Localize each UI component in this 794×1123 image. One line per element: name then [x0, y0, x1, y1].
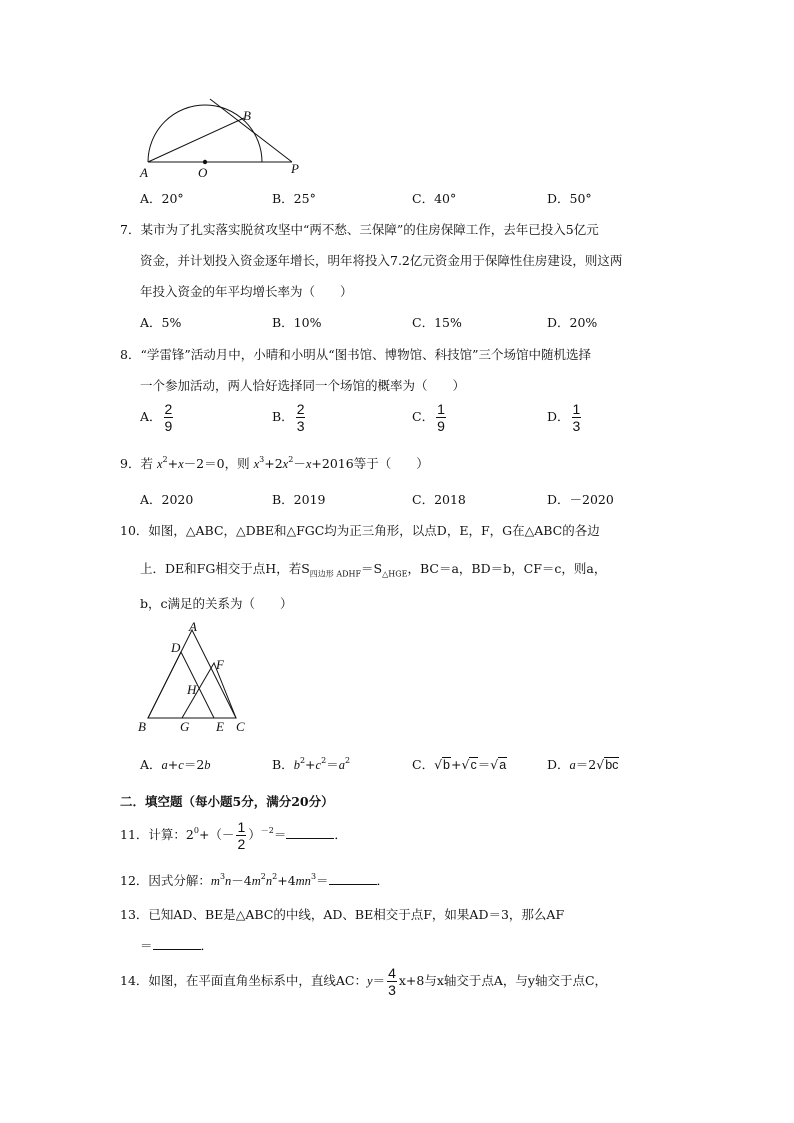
triangle-DBE [148, 652, 214, 718]
q9-option-b: B．2019 [272, 492, 326, 507]
label-H: H [187, 682, 197, 697]
q7-option-b: B．10% [272, 315, 322, 330]
q6-option-d: D．50° [547, 191, 592, 206]
section-title-fill-in: 二．填空题（每小题5分，满分20分） [120, 794, 334, 809]
q7-line-3: 年投入资金的年平均增长率为（ ） [140, 284, 353, 299]
q8-option-b: B． $\frac{2}{3}$ [272, 401, 305, 434]
label-C: C [236, 719, 245, 734]
label-G: G [180, 719, 190, 734]
q10-option-a: A．a+c＝2b [140, 757, 211, 772]
q7-option-a: A．5% [140, 315, 182, 330]
q7-line-1: 7．某市为了扎实落实脱贫攻坚中“两不愁、三保障”的住房保障工作，去年已投入5亿元 [120, 222, 599, 237]
q7-option-d: D．20% [547, 315, 598, 330]
q6-option-c: C．40° [412, 191, 457, 206]
label-F: F [216, 657, 224, 672]
label-A: A [189, 619, 197, 634]
answer-blank[interactable] [153, 937, 201, 950]
q7-line-2: 资金，并计划投入资金逐年增长，明年将投入7.2亿元资金用于保障性住房建设，则这两 [140, 253, 623, 268]
q10-option-c: C．√b+√c＝√a [412, 757, 507, 772]
label-A: A [140, 165, 148, 180]
center-point-O [203, 160, 207, 164]
label-D: D [171, 640, 181, 655]
semicircle-tangent-figure [130, 92, 310, 184]
q10-line-2: 上．DE和FG相交于点H，若$S_{四边形 ADHF}=S_{\triangle HGE}$，BC＝a，BD＝b，CF＝c，则a， [140, 561, 607, 579]
q9-stem: 9．若 $x^2+x-2=0$，则 $x^3+2x^2-x+2016$等于（ ） [120, 455, 429, 471]
q8-option-d: D． $\frac{1}{3}$ [547, 401, 581, 434]
q10-option-d: D．a＝2√bc [547, 757, 619, 772]
label-O: O [198, 165, 208, 180]
label-B: B [243, 108, 251, 123]
q9-option-a: A．2020 [140, 492, 194, 507]
q6-option-b: B．25° [272, 191, 316, 206]
q13-line-1: 13．已知AD、BE是△ABC的中线，AD、BE相交于点F，如果AD＝3，那么AF [120, 907, 565, 922]
label-E: E [216, 719, 224, 734]
q6-option-a: A．20° [140, 191, 184, 206]
q8-line-2: 一个参加活动，两人恰好选择同一个场馆的概率为（ ） [140, 378, 466, 393]
answer-blank[interactable] [329, 872, 377, 885]
answer-blank[interactable] [286, 826, 334, 839]
q7-option-c: C．15% [412, 315, 462, 330]
q8-option-a: A． $\frac{2}{9}$ [140, 401, 173, 434]
q9-option-d: D．－2020 [547, 492, 614, 507]
triangles-figure [130, 616, 260, 738]
label-P: P [291, 161, 299, 176]
q12-stem: 12．因式分解：$m^3n-4m^2n^2+4mn^3=$ ． [120, 872, 390, 888]
q8-line-1: 8．“学雷锋”活动月中，小晴和小明从“图书馆、博物馆、科技馆”三个场馆中随机选择 [120, 347, 592, 362]
q10-option-b: B．$b^2+c^2=a^2$ [272, 756, 351, 772]
q9-option-c: C．2018 [412, 492, 466, 507]
q10-line-3: b，c满足的关系为（ ） [140, 596, 293, 611]
label-B: B [138, 719, 146, 734]
q11-stem: 11．计算：$2^0+(-$ $\frac{1}{2}$ ）$^{-2}$＝ ． [120, 819, 347, 852]
q10-line-1: 10．如图，△ABC，△DBE和△FGC均为正三角形，以点D，E，F，G在△ABC的各边 [120, 523, 600, 538]
q13-line-2: ＝ ． [140, 938, 214, 953]
q8-option-c: C． $\frac{1}{9}$ [412, 401, 445, 434]
q14-stem: 14．如图，在平面直角坐标系中，直线AC：y＝ $\frac{4}{3}$ x+8与x轴交于点A，与y轴交于点C， [120, 965, 608, 998]
tangent-line-PB [210, 99, 292, 162]
